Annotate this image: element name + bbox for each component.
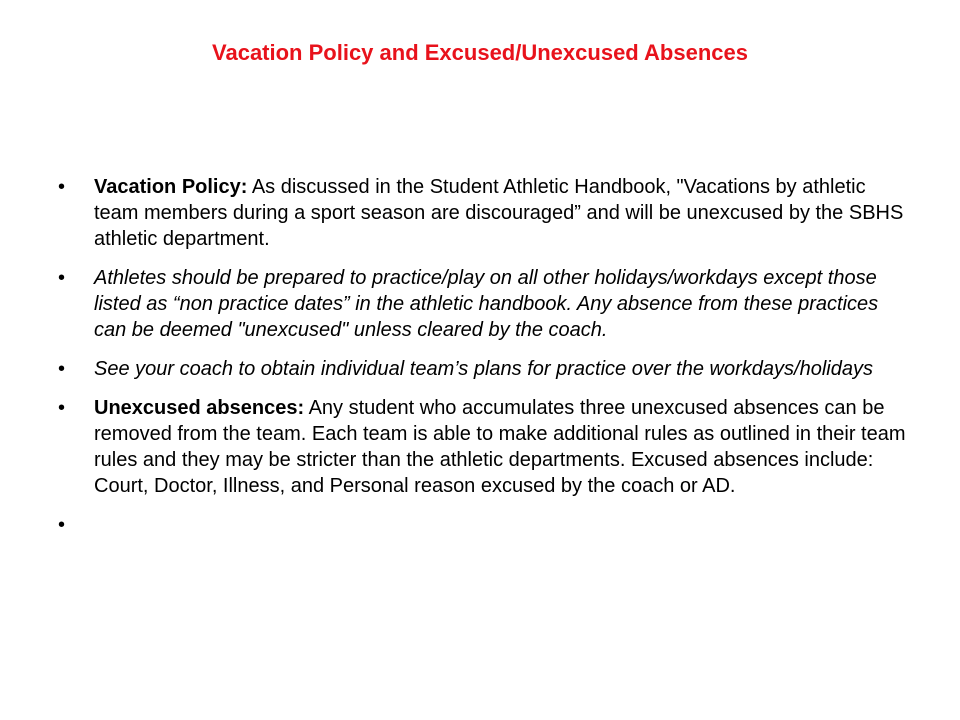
bullet-label: Vacation Policy:	[94, 176, 248, 198]
bullet-holiday-practice	[58, 265, 908, 343]
bullet-empty	[58, 512, 908, 538]
bullet-vacation-policy	[58, 174, 908, 252]
bullet-dot-icon: •	[58, 514, 66, 536]
bullet-dot-icon: •	[58, 358, 66, 380]
slide-title: Vacation Policy and Excused/Unexcused Absences	[212, 40, 748, 65]
bullet-dot-icon: •	[58, 267, 66, 289]
bullet-text: See your coach to obtain individual team’s plans for practice over the workdays/holidays	[94, 358, 873, 380]
bullet-list	[58, 174, 908, 551]
bullet-text: Any student who accumulates three unexcused absences can be removed from the team. Each team is able to make additional rules as outlined in their team rules and they may be stricter than the athletic departments. Excused absences include: Court, Doctor, Illness, and Personal reason excused by the coach or AD.	[94, 397, 906, 497]
bullet-label: Unexcused absences:	[94, 397, 305, 419]
bullet-dot-icon: •	[58, 176, 66, 198]
bullet-dot-icon: •	[58, 397, 66, 419]
bullet-coach-plans	[58, 356, 908, 382]
bullet-unexcused-absences	[58, 395, 908, 499]
bullet-text: As discussed in the Student Athletic Handbook, "Vacations by athletic team members during a sport season are discouraged” and will be unexcused by the SBHS athletic department.	[94, 176, 904, 250]
bullet-text: Athletes should be prepared to practice/play on all other holidays/workdays except those listed as “non practice dates” in the athletic handbook. Any absence from these practices can be deemed "unexcused" unless cleared by the coach.	[94, 267, 879, 341]
